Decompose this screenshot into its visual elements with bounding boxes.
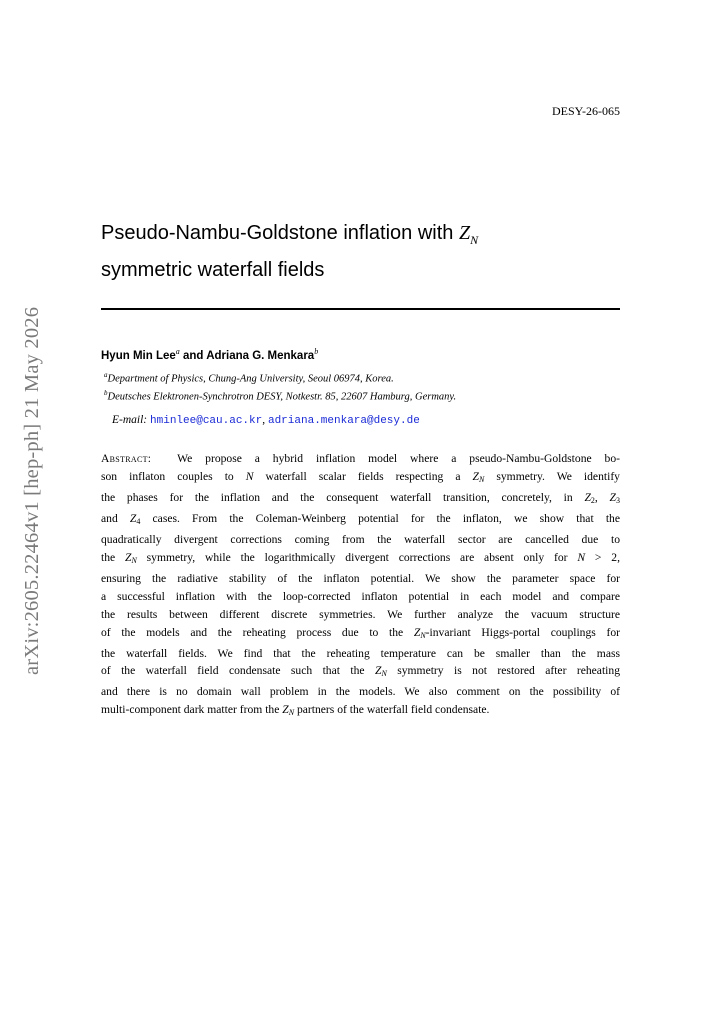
- abstract-line: quadratically divergent corrections coming from the waterfall sector are cancelled due to: [101, 532, 620, 546]
- abstract-line: of the waterfall field condensate such that the $Z_N$ symmetry is not restored after reheating: [101, 664, 620, 679]
- abstract-line: the $Z_N$ symmetry, while the logarithmically divergent corrections are absent only for N > 2,: [101, 550, 620, 565]
- author-list: Hyun Min Lee$^a$ and Adriana G. Menkara$^b$: [101, 347, 319, 362]
- abstract-line: the results between different discrete symmetries. We further analyze the vacuum structure: [101, 607, 620, 621]
- abstract-line: multi-component dark matter from the $Z_N$ partners of the waterfall field condensate.: [101, 703, 490, 718]
- email-line: E-mail: hminlee@cau.ac.kr, adriana.menkara@desy.de: [112, 414, 420, 427]
- email-link[interactable]: hminlee@cau.ac.kr: [150, 415, 263, 427]
- abstract-line: the phases for the inflation and the consequent waterfall transition, concretely, in $Z_2$, $Z_3$: [101, 490, 620, 505]
- abstract-line: Abstract: We propose a hybrid inflation model where a pseudo-Nambu-Goldstone bo-: [101, 452, 620, 465]
- report-number: DESY-26-065: [552, 104, 620, 118]
- title-line-2: symmetric waterfall fields: [101, 259, 325, 281]
- abstract-line: son inflaton couples to N waterfall scalar fields respecting a $Z_N$ symmetry. We identify: [101, 469, 620, 484]
- abstract-line: a successful inflation with the loop-corrected inflaton potential in each model and compare: [101, 589, 620, 603]
- affiliation-a: $^a$Department of Physics, Chung-Ang University, Seoul 06974, Korea.: [104, 371, 394, 385]
- title-line-1: Pseudo-Nambu-Goldstone inflation with $Z_N$: [101, 222, 479, 247]
- abstract-line: and there is no domain wall problem in the models. We also comment on the possibility of: [101, 685, 620, 699]
- paper-title: [101, 218, 621, 285]
- title-divider: [101, 308, 620, 310]
- abstract-heading: Abstract:: [101, 452, 152, 465]
- abstract-line: and $Z_4$ cases. From the Coleman-Weinberg potential for the inflaton, we show that the: [101, 511, 620, 526]
- affiliation-b: $^b$Deutsches Elektronen-Synchrotron DESY, Notkestr. 85, 22607 Hamburg, Germany.: [104, 389, 457, 403]
- author-name: Hyun Min Lee: [101, 349, 176, 362]
- abstract-line: ensuring the radiative stability of the inflaton potential. We show the parameter space for: [101, 571, 620, 585]
- abstract: [101, 450, 620, 722]
- email-link[interactable]: adriana.menkara@desy.de: [267, 415, 420, 427]
- abstract-line: of the models and the reheating process due to the $Z_N$-invariant Higgs-portal couplings for: [101, 625, 620, 640]
- arxiv-identifier-stamp: arXiv:2605.22464v1 [hep-ph] 21 May 2026: [21, 306, 43, 675]
- abstract-line: the waterfall fields. We find that the reheating temperature can be smaller than the mass: [101, 646, 620, 660]
- author-name: Adriana G. Menkara: [206, 349, 315, 362]
- email-label: E-mail:: [112, 414, 148, 426]
